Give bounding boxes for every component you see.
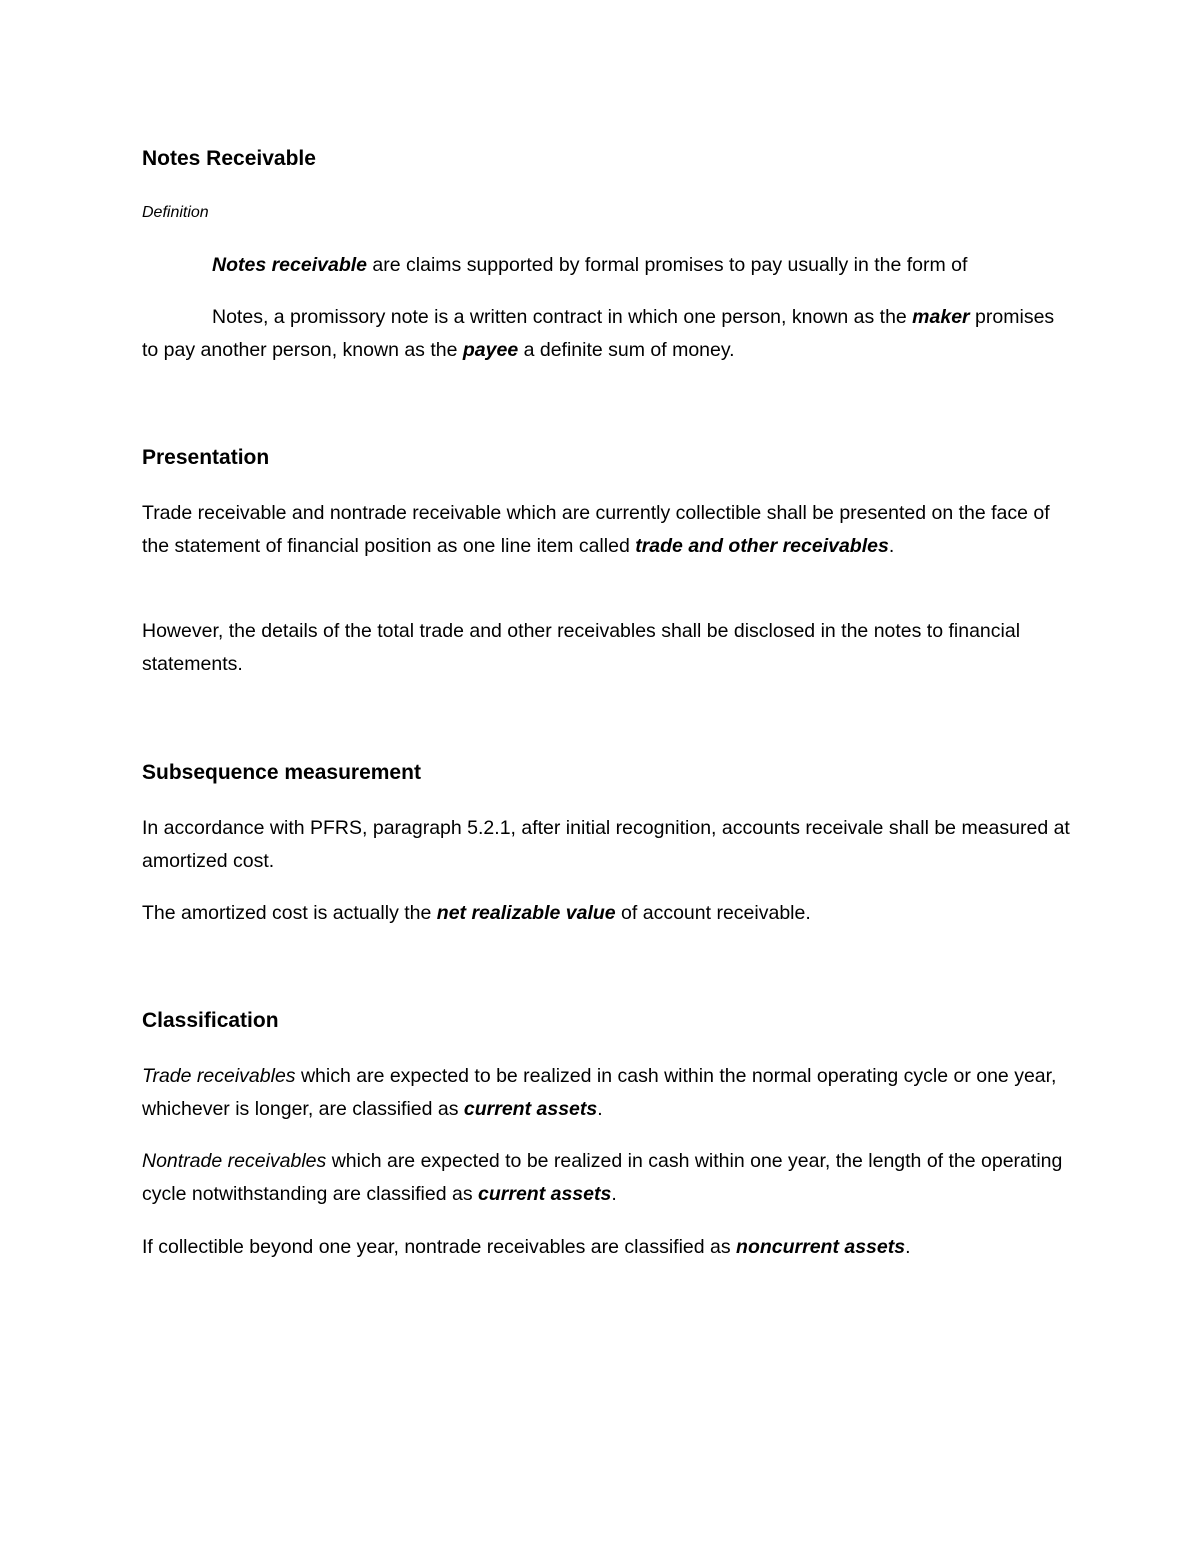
classification-text-3: which are expected to be realized in cash within one year, the length of the operating cycle notwithstanding are classified as — [142, 1150, 1063, 1205]
term-payee: payee — [462, 339, 519, 361]
presentation-disclosure-text: However, the details of the total trade and other receivables shall be disclosed in the notes to financial statements. — [142, 620, 1021, 675]
term-trade-receivables: Trade receivables — [142, 1065, 296, 1087]
term-current-assets-2: current assets — [478, 1183, 612, 1205]
promissory-text-3: a definite sum of money. — [518, 339, 735, 361]
term-nontrade-receivables: Nontrade receivables — [142, 1150, 327, 1172]
measurement-text-1: In accordance with PFRS, paragraph 5.2.1, after initial recognition, accounts receivale shall be measured at amortized cost. — [142, 817, 1070, 872]
classification-paragraph-1 — [142, 1060, 1072, 1126]
section-heading-presentation: Presentation — [142, 446, 270, 469]
classification-paragraph-3 — [142, 1231, 1072, 1264]
classification-text-6: . — [905, 1236, 911, 1258]
measurement-text-2: The amortized cost is actually the — [142, 902, 437, 924]
promissory-text-1: Notes, a promissory note is a written contract in which one person, known as the — [212, 306, 913, 328]
classification-text-2: . — [597, 1098, 603, 1120]
measurement-text-3: of account receivable. — [615, 902, 811, 924]
measurement-paragraph-1 — [142, 812, 1072, 878]
term-trade-and-other-receivables: trade and other receivables — [635, 535, 889, 557]
classification-text-4: . — [611, 1183, 617, 1205]
section-heading-classification: Classification — [142, 1009, 279, 1032]
term-noncurrent-assets: noncurrent assets — [736, 1236, 906, 1258]
presentation-text-2: . — [888, 535, 895, 557]
presentation-paragraph-2 — [142, 615, 1072, 681]
section-heading-notes-receivable: Notes Receivable — [142, 147, 316, 170]
classification-text-1: which are expected to be realized in cash within the normal operating cycle or one year, whichever is longer, are classified as — [142, 1065, 1057, 1120]
term-maker: maker — [912, 306, 970, 328]
definition-text: are claims supported by formal promises to pay usually in the form of — [367, 254, 968, 276]
presentation-text-1: Trade receivable and nontrade receivable which are currently collectible shall be presented on the face of the statement of financial position as one line item called — [142, 502, 1050, 557]
classification-text-5: If collectible beyond one year, nontrade receivables are classified as — [142, 1236, 737, 1258]
section-heading-subsequence-measurement: Subsequence measurement — [142, 761, 421, 784]
presentation-paragraph-1 — [142, 497, 1072, 563]
promissory-note-paragraph — [142, 301, 1072, 367]
definition-paragraph — [142, 249, 1072, 282]
classification-paragraph-2 — [142, 1145, 1072, 1211]
term-notes-receivable: Notes receivable — [212, 254, 368, 276]
promissory-text-2: promises to pay another person, known as the — [142, 306, 1055, 361]
term-current-assets-1: current assets — [463, 1098, 598, 1120]
measurement-paragraph-2 — [142, 897, 1072, 930]
section-subheading-definition: Definition — [142, 204, 209, 221]
term-net-realizable-value: net realizable value — [436, 902, 616, 924]
